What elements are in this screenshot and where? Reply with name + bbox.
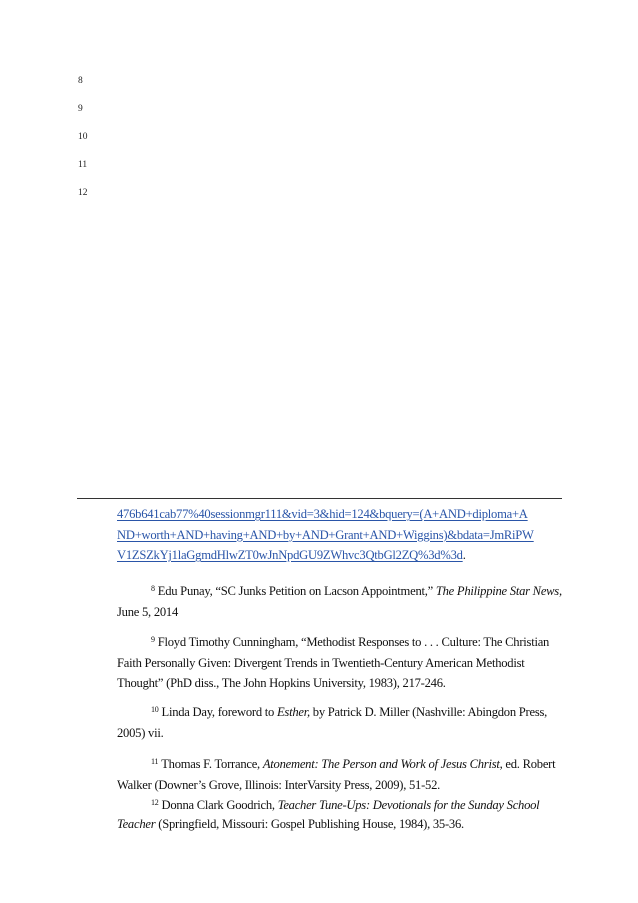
footnote-title: The Philippine Star News, [435,584,562,598]
footnote-8 [117,581,564,622]
footnote-separator [77,498,562,499]
footnote-title: Teacher Tune-Ups: Devotionals for the Sunday School Teacher [117,798,540,831]
footnote-9 [117,632,564,694]
margin-marker-11: 11 [78,160,88,170]
footnote-text: Floyd Timothy Cunningham, “Methodist Responses to . . . Culture: The Christian Faith Personally Given: Divergent Trends in Twentieth-Century American Methodist Thought” (PhD diss., The John Hopkins University, 1983), 217-246. [117,635,550,690]
footnote-number: 8 [151,584,155,593]
footnote-text: Donna Clark Goodrich, [161,798,278,812]
footnote-number: 9 [151,635,155,644]
margin-marker-8: 8 [78,76,83,86]
footnote-number: 10 [151,705,159,714]
footnote-text-end: (Springfield, Missouri: Gospel Publishing House, 1984), 35-36. [155,817,464,831]
footnote-text-end: June 5, 2014 [117,604,179,619]
margin-marker-12: 12 [78,188,88,198]
footnote-text: Thomas F. Torrance, [161,757,263,771]
footnote-number: 11 [151,757,159,766]
url-line-1: 476b641cab77%40sessionmgr111&vid=3&hid=124&bquery=(A+AND+diploma+A [117,507,528,521]
url-end: . [462,548,466,562]
footnote-text: Edu Punay, “SC Junks Petition on Lacson Appointment,” [157,584,436,598]
footnote-12 [117,796,564,834]
footnote-11 [117,754,564,795]
url-line-3: V1ZSZkYj1laGgmdHlwZT0wJnNpdGU9ZWhvc3QtbGl2ZQ%3d%3d [117,548,463,562]
footnote-number: 12 [151,798,159,807]
footnote-10 [117,702,564,743]
url-continuation [117,504,564,566]
footnote-text-end: ed. Robert Walker (Downer’s Grove, Illinois: InterVarsity Press, 2009), 51-52. [117,757,556,792]
url-link[interactable] [117,507,534,562]
footnote-title: Atonement: The Person and Work of Jesus Christ, [262,757,503,771]
margin-marker-10: 10 [78,132,88,142]
footnote-text-end: by Patrick D. Miller (Nashville: Abingdon Press, 2005) vii. [117,705,548,740]
margin-marker-9: 9 [78,104,83,114]
footnote-text: Linda Day, foreword to [161,705,277,719]
footnote-title: Esther, [276,705,310,719]
url-line-2: ND+worth+AND+having+AND+by+AND+Grant+AND+Wiggins)&bdata=JmRiPW [117,527,534,542]
